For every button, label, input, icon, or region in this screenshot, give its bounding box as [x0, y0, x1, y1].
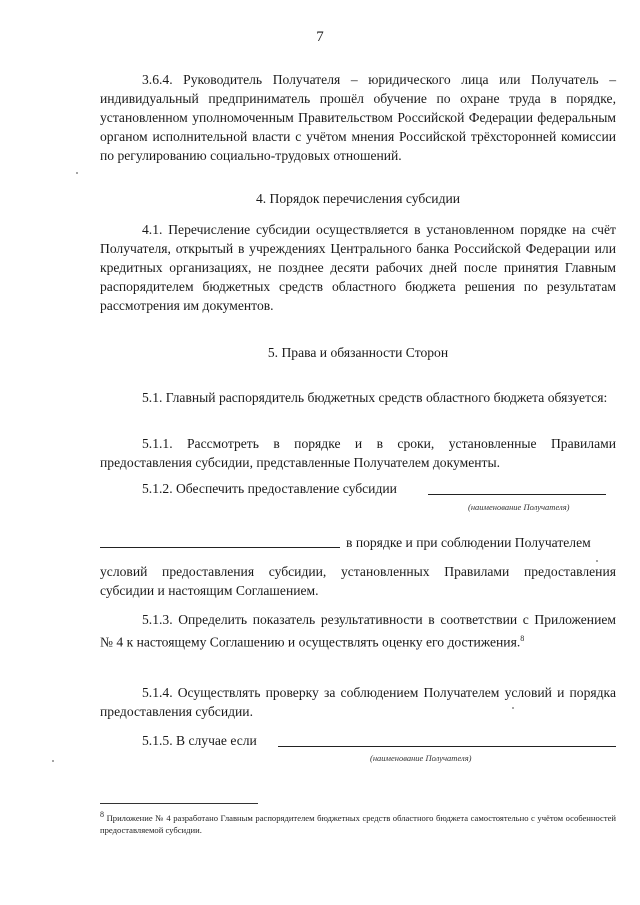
- paragraph-5-1-4: [100, 683, 616, 721]
- paragraph-3-6-4-text: 3.6.4. Руководитель Получателя – юридического лица или Получатель – индивидуальный предприниматель прошёл обучение по охране труда в порядке, установленном уполномоченным Правительством Российской Федерации федеральным органом исполнительной власти с учётом мнения Российской трёхсторонней комиссии по регулированию социально-трудовых отношений.: [100, 72, 616, 163]
- recipient-name-caption-1: (наименование Получателя): [468, 502, 570, 512]
- recipient-name-blank-1: [428, 494, 606, 495]
- paragraph-5-1-2-continuation: в порядке и при соблюдении Получателем: [346, 535, 591, 550]
- paragraph-5-1-3-text: 5.1.3. Определить показатель результативности в соответствии с Приложением № 4 к настоящему Соглашению и осуществлять оценку его достижения.: [100, 612, 616, 650]
- recipient-name-blank-2: [278, 746, 616, 747]
- footnote-separator: [100, 803, 258, 804]
- paragraph-5-1: [100, 388, 616, 407]
- paragraph-5-1-1-text: 5.1.1. Рассмотреть в порядке и в сроки, установленные Правилами предоставления субсидии, представленные Получателем документы.: [100, 436, 616, 470]
- paragraph-5-1-2-start: 5.1.2. Обеспечить предоставление субсидии: [142, 481, 397, 496]
- scan-speck: [512, 707, 514, 709]
- scan-speck: [596, 560, 598, 562]
- footnote-8: [100, 809, 616, 836]
- paragraph-5-1-5-start: 5.1.5. В случае если: [142, 733, 257, 748]
- paragraph-3-6-4: [100, 70, 616, 165]
- footnote-reference-8: 8: [520, 634, 525, 643]
- footnote-text: Приложение № 4 разработано Главным распорядителем бюджетных средств областного бюджета самостоятельно с учётом особенностей предоставляемой субсидии.: [100, 812, 617, 835]
- scan-speck: [52, 760, 54, 762]
- paragraph-4-1: [100, 220, 616, 315]
- footnote-mark: 8: [100, 810, 104, 819]
- paragraph-5-1-4-text: 5.1.4. Осуществлять проверку за соблюдением Получателем условий и порядка предоставления субсидии.: [100, 685, 616, 719]
- recipient-name-blank-1-cont: [100, 547, 340, 548]
- section-heading-5: 5. Права и обязанности Сторон: [267, 345, 449, 360]
- section-heading-4: 4. Порядок перечисления субсидии: [255, 191, 461, 206]
- paragraph-5-1-1: [100, 434, 616, 472]
- paragraph-5-1-text: 5.1. Главный распорядитель бюджетных средств областного бюджета обязуется:: [142, 390, 608, 405]
- paragraph-5-1-2-conditions: условий предоставления субсидии, установленных Правилами предоставления субсидии и настоящим Соглашением.: [100, 564, 616, 598]
- scan-speck: [76, 172, 78, 174]
- page-number: 7: [316, 29, 324, 45]
- paragraph-5-1-3: [100, 610, 616, 652]
- recipient-name-caption-2: (наименование Получателя): [370, 753, 472, 763]
- paragraph-4-1-text: 4.1. Перечисление субсидии осуществляется в установленном порядке на счёт Получателя, открытый в учреждениях Центрального банка Российской Федерации или кредитных организациях, не позднее десяти рабочих дней после принятия Главным распорядителем бюджетных средств областного бюджета решения по результатам рассмотрения им документов.: [100, 222, 616, 313]
